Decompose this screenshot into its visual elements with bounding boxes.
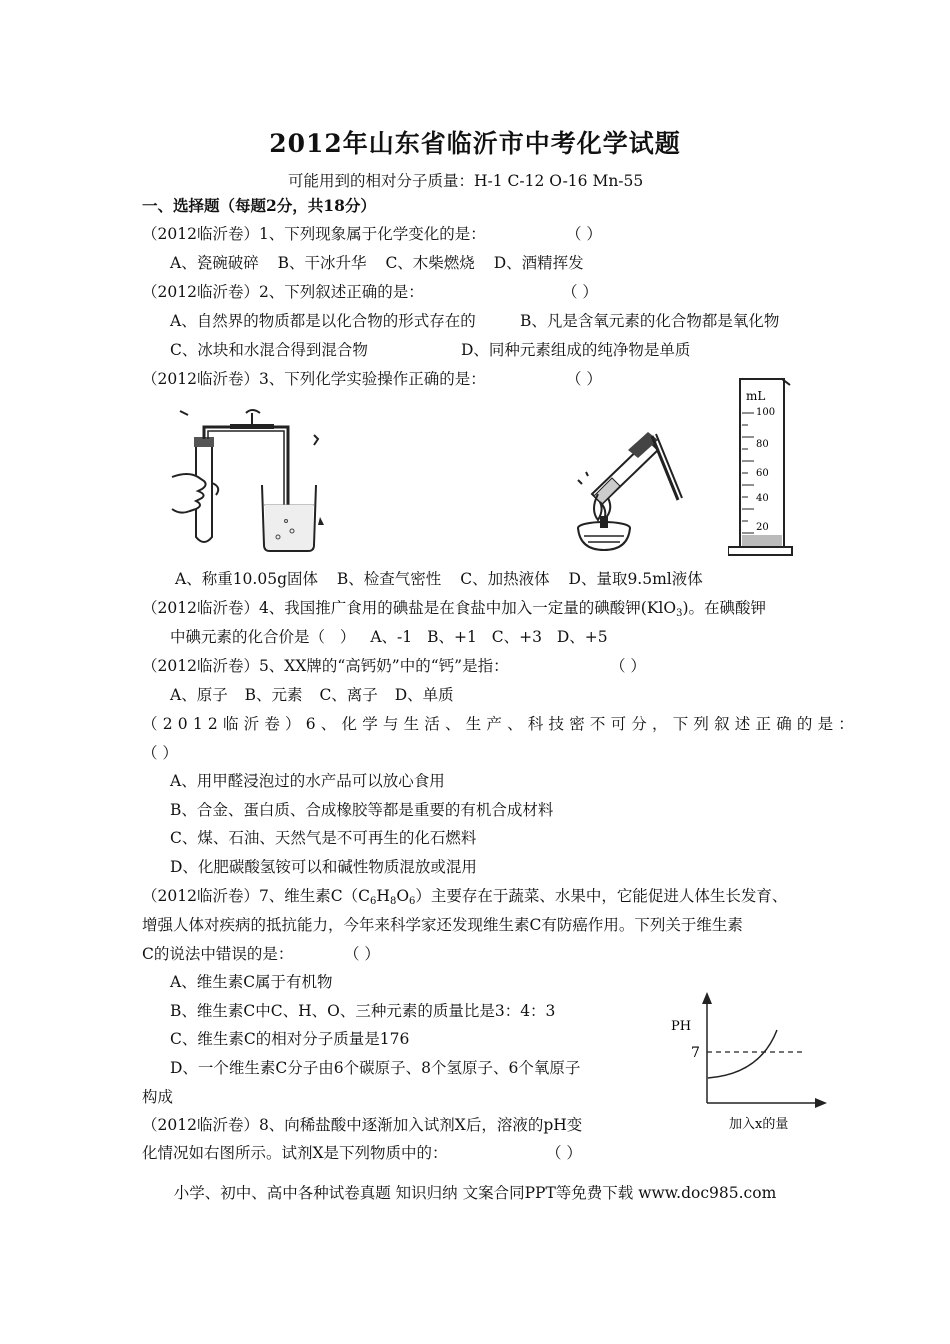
cylinder-tick-60: 60 [756, 468, 769, 479]
q4-stem: （2012临沂卷）4、我国推广食用的碘盐是在食盐中加入一定量的碘酸钾(KlO$_3$)。在碘酸钾 [142, 599, 767, 619]
ph-axis-label: PH [671, 1019, 692, 1034]
q8-stem: （2012临沂卷）8、向稀盐酸中逐渐加入试剂X后，溶液的pH变 [142, 1116, 583, 1134]
q4-options: 中碘元素的化合价是（ ） A、-1 B、+1 C、+3 D、+5 [170, 628, 608, 646]
q7-option-b: B、维生素C中C、H、O、三种元素的质量比是3：4：3 [170, 1002, 556, 1020]
q1-options: A、瓷碗破碎 B、干冰升华 C、木柴燃烧 D、酒精挥发 [170, 254, 584, 272]
measuring-cylinder-figure [728, 375, 800, 560]
q2-answer-paren: （ ） [562, 283, 598, 301]
q7-stem-line2: 增强人体对疾病的抵抗能力，今年来科学家还发现维生素C有防癌作用。下列关于维生素 [142, 916, 743, 934]
q5-options: A、原子 B、元素 C、离子 D、单质 [170, 686, 454, 704]
q5-answer-paren: （ ） [610, 657, 646, 675]
section-heading: 一、选择题（每题2分，共18分） [142, 196, 376, 215]
q7-stem: （2012临沂卷）7、维生素$C(C_6H_8O_6)$主要存在于蔬菜、水果中，它能促进人体生长发育、 [142, 887, 788, 907]
heating-liquid-figure [568, 410, 698, 555]
q2-option-a: A、自然界的物质都是以化合物的形式存在的 [170, 312, 476, 330]
cylinder-tick-100: 100 [756, 407, 776, 418]
q7-option-a: A、维生素C属于有机物 [170, 973, 333, 991]
cylinder-tick-20: 20 [756, 522, 769, 533]
q2-option-b: B、凡是含氧元素的化合物都是氧化物 [520, 312, 780, 330]
q2-stem: （2012临沂卷）2、下列叙述正确的是： [142, 283, 424, 301]
q1-stem: （2012临沂卷）1、下列现象属于化学变化的是： [142, 225, 486, 243]
footer: 小学、初中、高中各种试卷真题 知识归纳 文案合同PPT等免费下载 www.doc985.com [173, 1184, 777, 1202]
q7-option-d: D、一个维生素C分子由6个碳原子、8个氢原子、6个氧原子 [170, 1059, 581, 1077]
subtitle: 可能用到的相对分子质量：H-1 C-12 O-16 Mn-55 [288, 172, 644, 190]
q2-option-d: D、同种元素组成的纯净物是单质 [461, 341, 691, 359]
page-title: 2012年山东省临沂市中考化学试题 [269, 129, 681, 158]
q6-option-b: B、合金、蛋白质、合成橡胶等都是重要的有机合成材料 [170, 801, 554, 819]
q6-answer-paren: （ ） [142, 744, 178, 762]
cylinder-unit: mL [746, 389, 766, 403]
q6-option-c: C、煤、石油、天然气是不可再生的化石燃料 [170, 829, 477, 847]
q7-stem-line3: C的说法中错误的是： [142, 945, 294, 963]
q3-answer-paren: （ ） [566, 370, 602, 388]
ph-x-axis-label: 加入x的量 [729, 1117, 789, 1132]
q5-stem: （2012临沂卷）5、XX牌的“高钙奶”中的“钙”是指： [142, 657, 509, 675]
q7-answer-paren: （ ） [344, 945, 380, 963]
cylinder-tick-80: 80 [756, 439, 769, 450]
q3-stem: （2012临沂卷）3、下列化学实验操作正确的是： [142, 370, 486, 388]
q6-stem: （2012临沂卷）6、化学与生活、生产、科技密不可分，下列叙述正确的是： [142, 715, 860, 733]
q6-option-a: A、用甲醛浸泡过的水产品可以放心食用 [170, 772, 445, 790]
q2-option-c: C、冰块和水混合得到混合物 [170, 341, 368, 359]
q1-answer-paren: （ ） [566, 225, 602, 243]
q6-option-d: D、化肥碳酸氢铵可以和碱性物质混放或混用 [170, 858, 477, 876]
q8-answer-paren: （ ） [546, 1144, 582, 1162]
ph-tick-7: 7 [691, 1045, 700, 1061]
q8-stem-line2: 化情况如右图所示。试剂X是下列物质中的： [142, 1144, 448, 1162]
q3-options: A、称重10.05g固体 B、检查气密性 C、加热液体 D、量取9.5ml液体 [175, 570, 703, 588]
airtightness-check-figure [168, 405, 338, 555]
q7-option-d-cont: 构成 [142, 1088, 174, 1106]
ph-graph [665, 990, 835, 1135]
q7-option-c: C、维生素C的相对分子质量是176 [170, 1030, 410, 1048]
cylinder-tick-40: 40 [756, 493, 769, 504]
